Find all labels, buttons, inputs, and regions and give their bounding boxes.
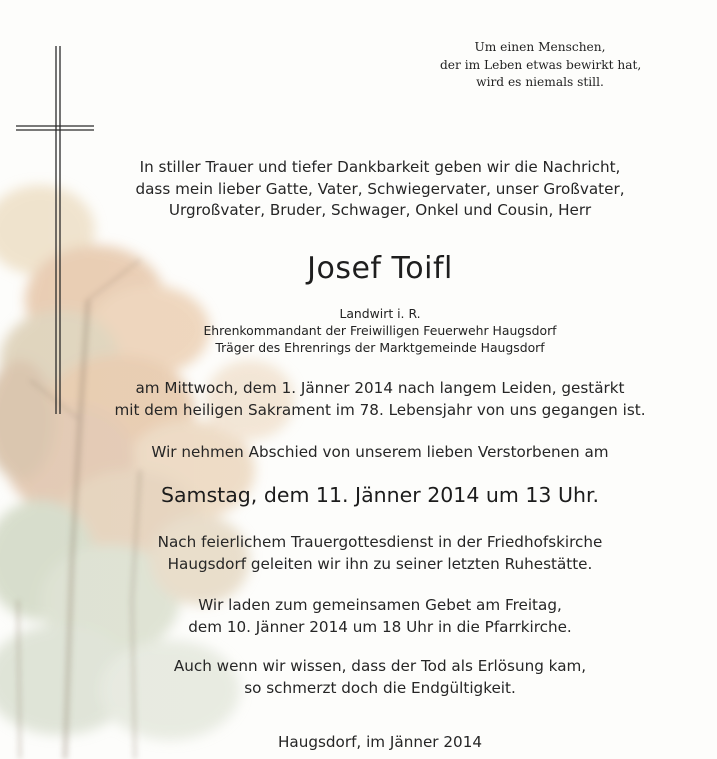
announcement-intro: [110, 157, 650, 222]
quote-line: Um einen Menschen,: [474, 40, 606, 54]
place-and-date: Haugsdorf, im Jänner 2014: [277, 733, 483, 751]
deceased-name: Josef Toifl: [307, 251, 453, 286]
intro-line: Urgroßvater, Bruder, Schwager, Onkel und Cousin, Herr: [168, 201, 592, 219]
quote-line: wird es niemals still.: [476, 75, 604, 90]
closing-line: so schmerzt doch die Endgültigkeit.: [244, 679, 516, 697]
quote-line: der im Leben etwas bewirkt hat,: [440, 57, 642, 72]
service-details: [110, 531, 650, 575]
cross-icon: [14, 46, 94, 426]
memorial-quote: [440, 39, 640, 92]
prayer-invitation: [110, 594, 650, 638]
closing-line: Auch wenn wir wissen, dass der Tod als Erlösung kam,: [173, 657, 587, 675]
death-line: am Mittwoch, dem 1. Jänner 2014 nach langem Leiden, gestärkt: [135, 379, 625, 397]
intro-line: In stiller Trauer und tiefer Dankbarkeit geben wir die Nachricht,: [139, 158, 621, 176]
prayer-line: Wir laden zum gemeinsamen Gebet am Freitag,: [198, 596, 562, 614]
title-line: Ehrenkommandant der Freiwilligen Feuerwehr Haugsdorf: [203, 322, 557, 338]
title-line: Träger des Ehrenrings der Marktgemeinde Haugsdorf: [215, 339, 545, 355]
service-line: Haugsdorf geleiten wir ihn zu seiner letzten Ruhestätte.: [167, 555, 593, 573]
deceased-titles: [180, 306, 580, 356]
farewell-text: Wir nehmen Abschied von unserem lieben Verstorbenen am: [151, 443, 609, 461]
closing-words: [110, 655, 650, 699]
intro-line: dass mein lieber Gatte, Vater, Schwiegervater, unser Großvater,: [135, 179, 625, 198]
title-line: Landwirt i. R.: [339, 306, 421, 321]
death-line: mit dem heiligen Sakrament im 78. Lebensjahr von uns gegangen ist.: [114, 401, 646, 419]
funeral-date: Samstag, dem 11. Jänner 2014 um 13 Uhr.: [160, 483, 600, 507]
death-notice: [110, 377, 650, 421]
service-line: Nach feierlichem Trauergottesdienst in der Friedhofskirche: [157, 533, 603, 551]
prayer-line: dem 10. Jänner 2014 um 18 Uhr in die Pfarrkirche.: [188, 618, 572, 636]
